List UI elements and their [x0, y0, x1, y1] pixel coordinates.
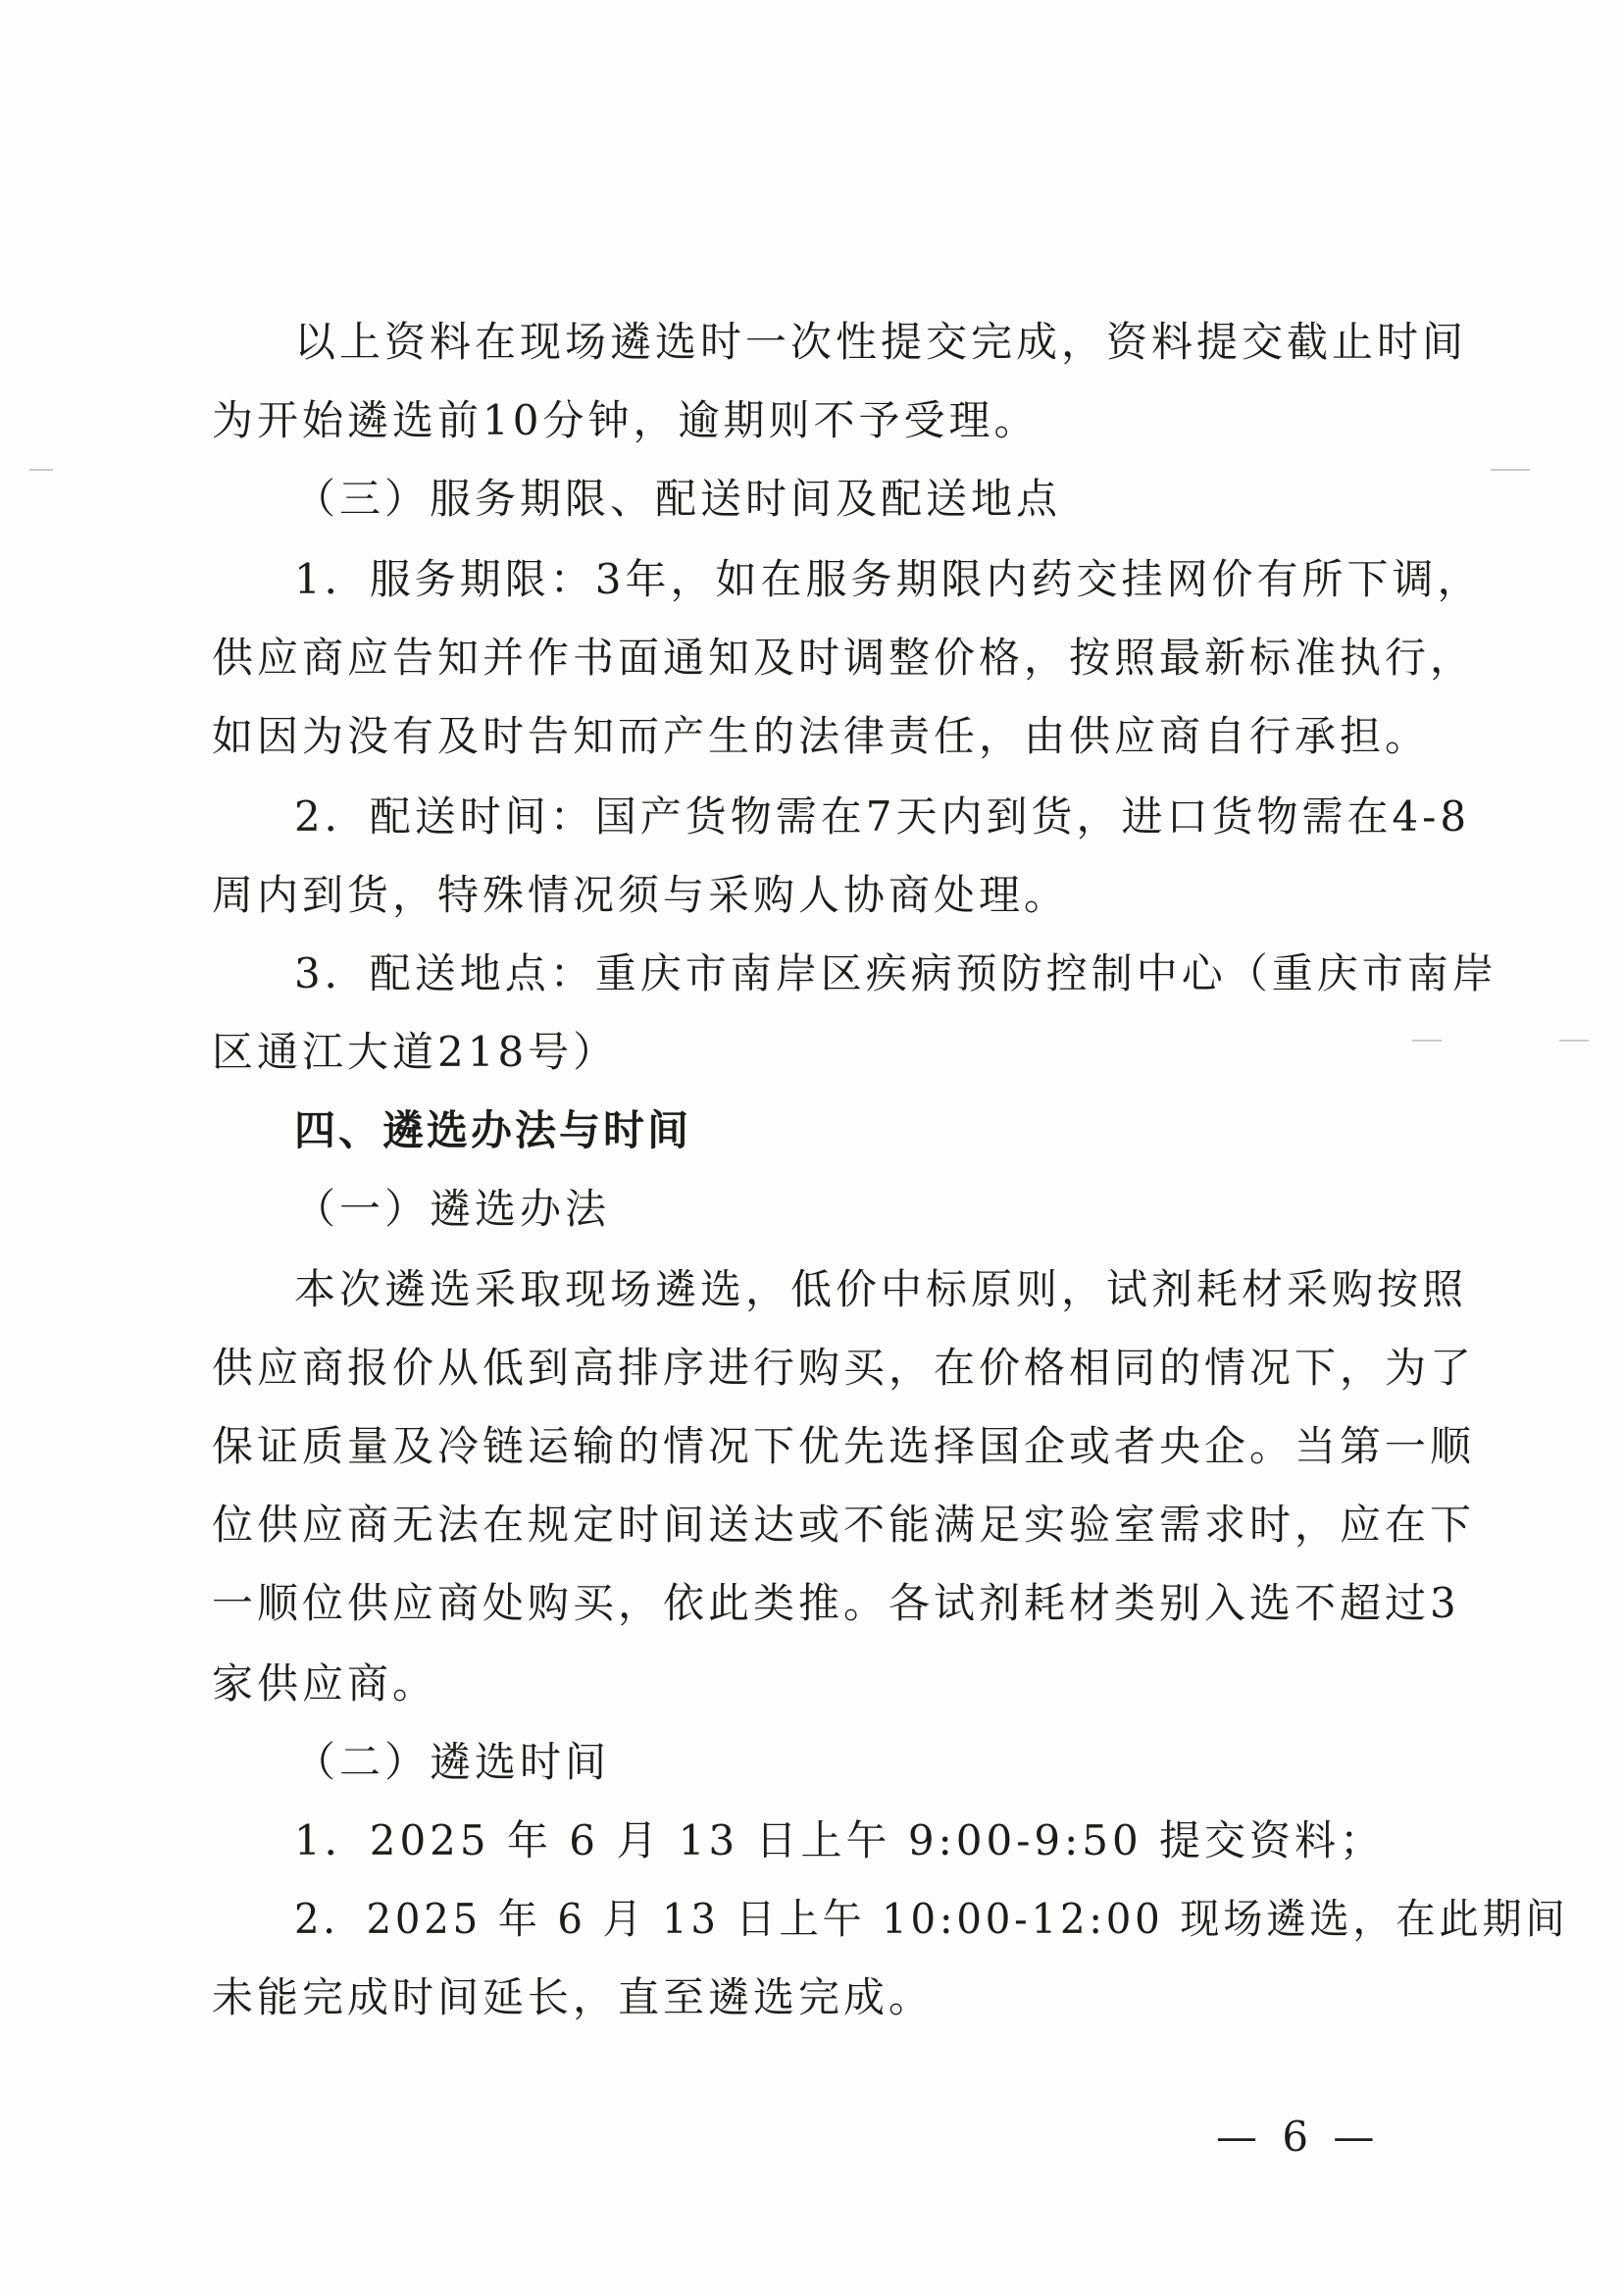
- paragraph-line: [0, 632, 1624, 685]
- text-line: 未能完成时间延长，直至遴选完成。: [212, 1973, 935, 2021]
- text-line: 四、遴选办法与时间: [294, 1106, 692, 1154]
- text-line: （三）服务期限、配送时间及配送地点: [294, 475, 1062, 523]
- paragraph-line: [0, 1342, 1624, 1395]
- text-line: 3．配送地点：重庆市南岸区疾病预防控制中心（重庆市南岸: [294, 949, 1497, 997]
- scan-artifact: [29, 469, 53, 471]
- text-line: 区通江大道218号）: [212, 1028, 619, 1076]
- text-line: 2．配送时间：国产货物需在7天内到货，进口货物需在4-8: [294, 792, 1471, 841]
- text-line: 位供应商无法在规定时间送达或不能满足实验室需求时，应在下: [212, 1501, 1476, 1549]
- paragraph-line: [0, 553, 1624, 606]
- text-line: 1．服务期限：3年，如在服务期限内药交挂网价有所下调，: [294, 555, 1483, 603]
- paragraph-line: [0, 394, 1624, 447]
- text-line: （一）遴选办法: [294, 1185, 611, 1233]
- text-line: 如因为没有及时告知而产生的法律责任，由供应商自行承担。: [212, 712, 1431, 760]
- text-line: 本次遴选采取现场遴选，低价中标原则，试剂耗材采购按照: [294, 1265, 1468, 1313]
- paragraph-line: [0, 790, 1624, 843]
- chapter-heading: [0, 1104, 1624, 1157]
- text-line: 保证质量及冷链运输的情况下优先选择国企或者央企。当第一顺: [212, 1422, 1476, 1470]
- paragraph-line: [0, 1026, 1624, 1079]
- paragraph-line: [0, 947, 1624, 1000]
- paragraph-line: [0, 1657, 1624, 1710]
- page-number: — 6 —: [1216, 2113, 1381, 2161]
- paragraph-line: [0, 1499, 1624, 1552]
- section-heading: [0, 1183, 1624, 1236]
- section-heading: [0, 1736, 1624, 1789]
- text-line: 供应商应告知并作书面通知及时调整价格，按照最新标准执行，: [212, 634, 1476, 682]
- text-line: （二）遴选时间: [294, 1738, 611, 1786]
- paragraph-line: [0, 710, 1624, 763]
- paragraph-line: [0, 1577, 1624, 1630]
- paragraph-line: [0, 1420, 1624, 1473]
- text-line: 1．2025 年 6 月 13 日上午 9:00-9:50 提交资料；: [294, 1816, 1386, 1864]
- text-line: 供应商报价从低到高排序进行购买，在价格相同的情况下，为了: [212, 1344, 1476, 1392]
- paragraph-line: [0, 316, 1624, 369]
- text-line: 以上资料在现场遴选时一次性提交完成，资料提交截止时间: [294, 318, 1468, 366]
- section-heading: [0, 473, 1624, 526]
- paragraph-line: [0, 1971, 1624, 2024]
- text-line: 为开始遴选前10分钟，逾期则不予受理。: [212, 396, 1040, 444]
- paragraph-line: [0, 1263, 1624, 1316]
- text-line: 一顺位供应商处购买，依此类推。各试剂耗材类别入选不超过3: [212, 1579, 1460, 1627]
- paragraph-line: [0, 1893, 1624, 1946]
- scan-artifact: [1491, 469, 1530, 471]
- paragraph-line: [0, 869, 1624, 922]
- text-line: 家供应商。: [212, 1659, 438, 1708]
- text-line: 周内到货，特殊情况须与采购人协商处理。: [212, 871, 1070, 919]
- text-line: 2．2025 年 6 月 13 日上午 10:00-12:00 现场遴选，在此期间: [294, 1895, 1569, 1943]
- paragraph-line: [0, 1814, 1624, 1867]
